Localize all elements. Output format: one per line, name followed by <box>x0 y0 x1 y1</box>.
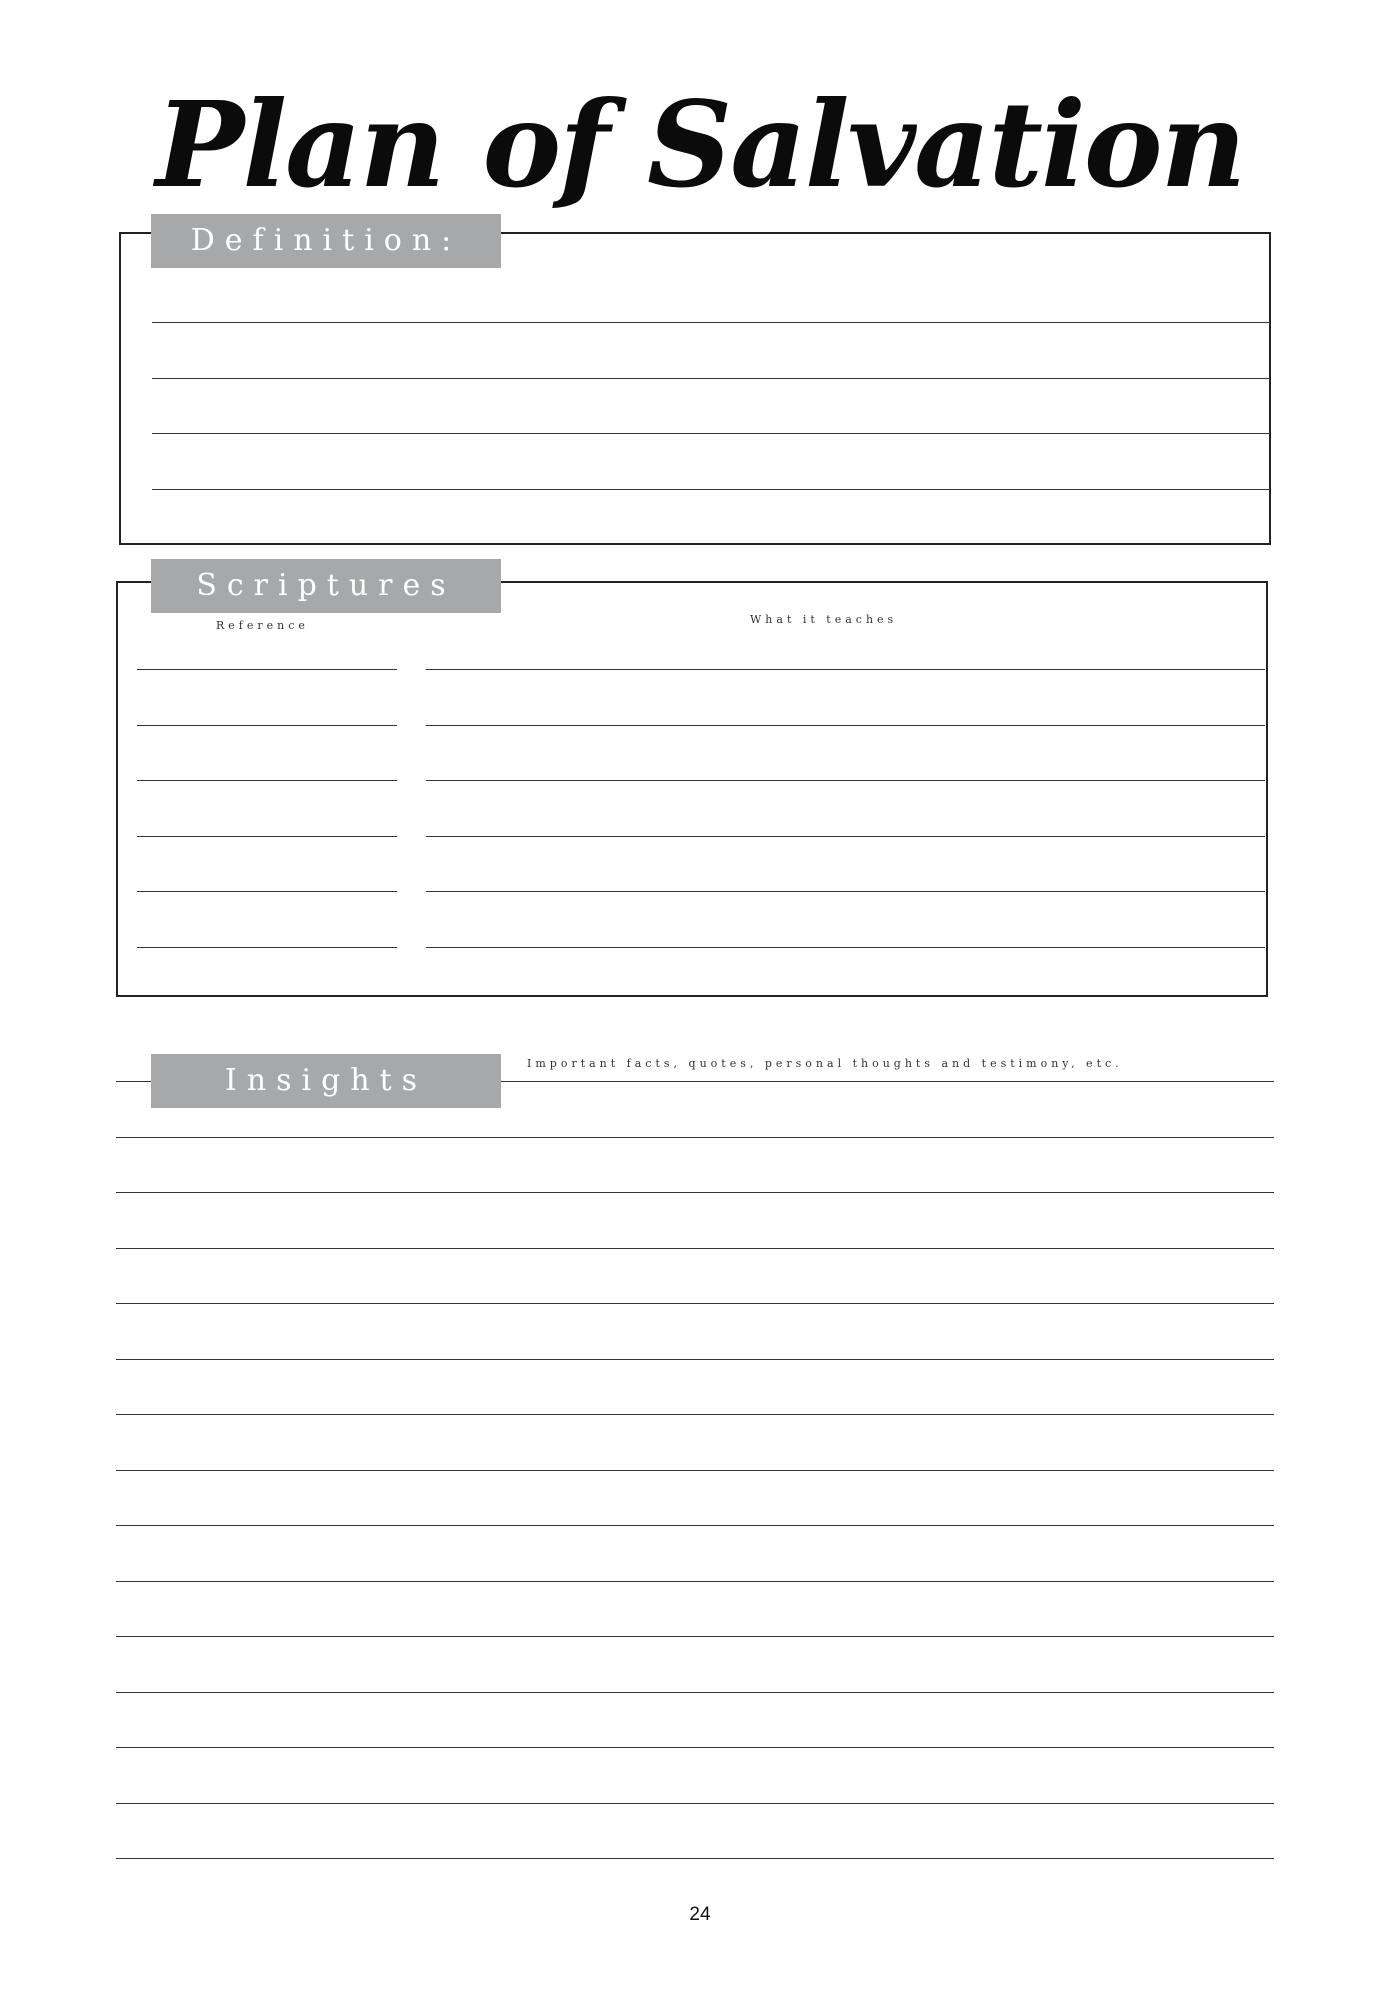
insights-line[interactable] <box>116 1747 1274 1748</box>
insights-line[interactable] <box>116 1525 1274 1526</box>
insights-line[interactable] <box>116 1803 1274 1804</box>
teaching-line[interactable] <box>426 725 1265 726</box>
insights-line[interactable] <box>116 1858 1274 1859</box>
reference-line[interactable] <box>137 780 397 781</box>
teaches-header: What it teaches <box>750 613 898 626</box>
page-number: 24 <box>689 1904 711 1925</box>
insights-line[interactable] <box>116 1303 1274 1304</box>
definition-line[interactable] <box>152 433 1270 434</box>
insights-line[interactable] <box>116 1470 1274 1471</box>
scriptures-label: Scriptures <box>151 559 501 613</box>
teaching-line[interactable] <box>426 947 1265 948</box>
definition-line[interactable] <box>152 489 1270 490</box>
insights-hint: Important facts, quotes, personal thoughts and testimony, etc. <box>527 1057 1123 1070</box>
teaching-line[interactable] <box>426 836 1265 837</box>
reference-line[interactable] <box>137 891 397 892</box>
insights-line[interactable] <box>116 1636 1274 1637</box>
reference-line[interactable] <box>137 836 397 837</box>
insights-line[interactable] <box>116 1192 1274 1193</box>
reference-header: Reference <box>216 619 309 632</box>
reference-line[interactable] <box>137 669 397 670</box>
definition-line[interactable] <box>152 378 1270 379</box>
teaching-line[interactable] <box>426 780 1265 781</box>
teaching-line[interactable] <box>426 669 1265 670</box>
page-title: Plan of Salvation <box>155 75 1245 214</box>
insights-line[interactable] <box>116 1692 1274 1693</box>
scriptures-box <box>116 581 1268 997</box>
definition-box <box>119 232 1271 545</box>
reference-line[interactable] <box>137 947 397 948</box>
insights-line[interactable] <box>116 1581 1274 1582</box>
teaching-line[interactable] <box>426 891 1265 892</box>
insights-line[interactable] <box>116 1414 1274 1415</box>
definition-line[interactable] <box>152 322 1270 323</box>
insights-line[interactable] <box>116 1359 1274 1360</box>
definition-label: Definition: <box>151 214 501 268</box>
insights-label: Insights <box>151 1054 501 1108</box>
insights-line[interactable] <box>116 1248 1274 1249</box>
insights-line[interactable] <box>116 1137 1274 1138</box>
reference-line[interactable] <box>137 725 397 726</box>
